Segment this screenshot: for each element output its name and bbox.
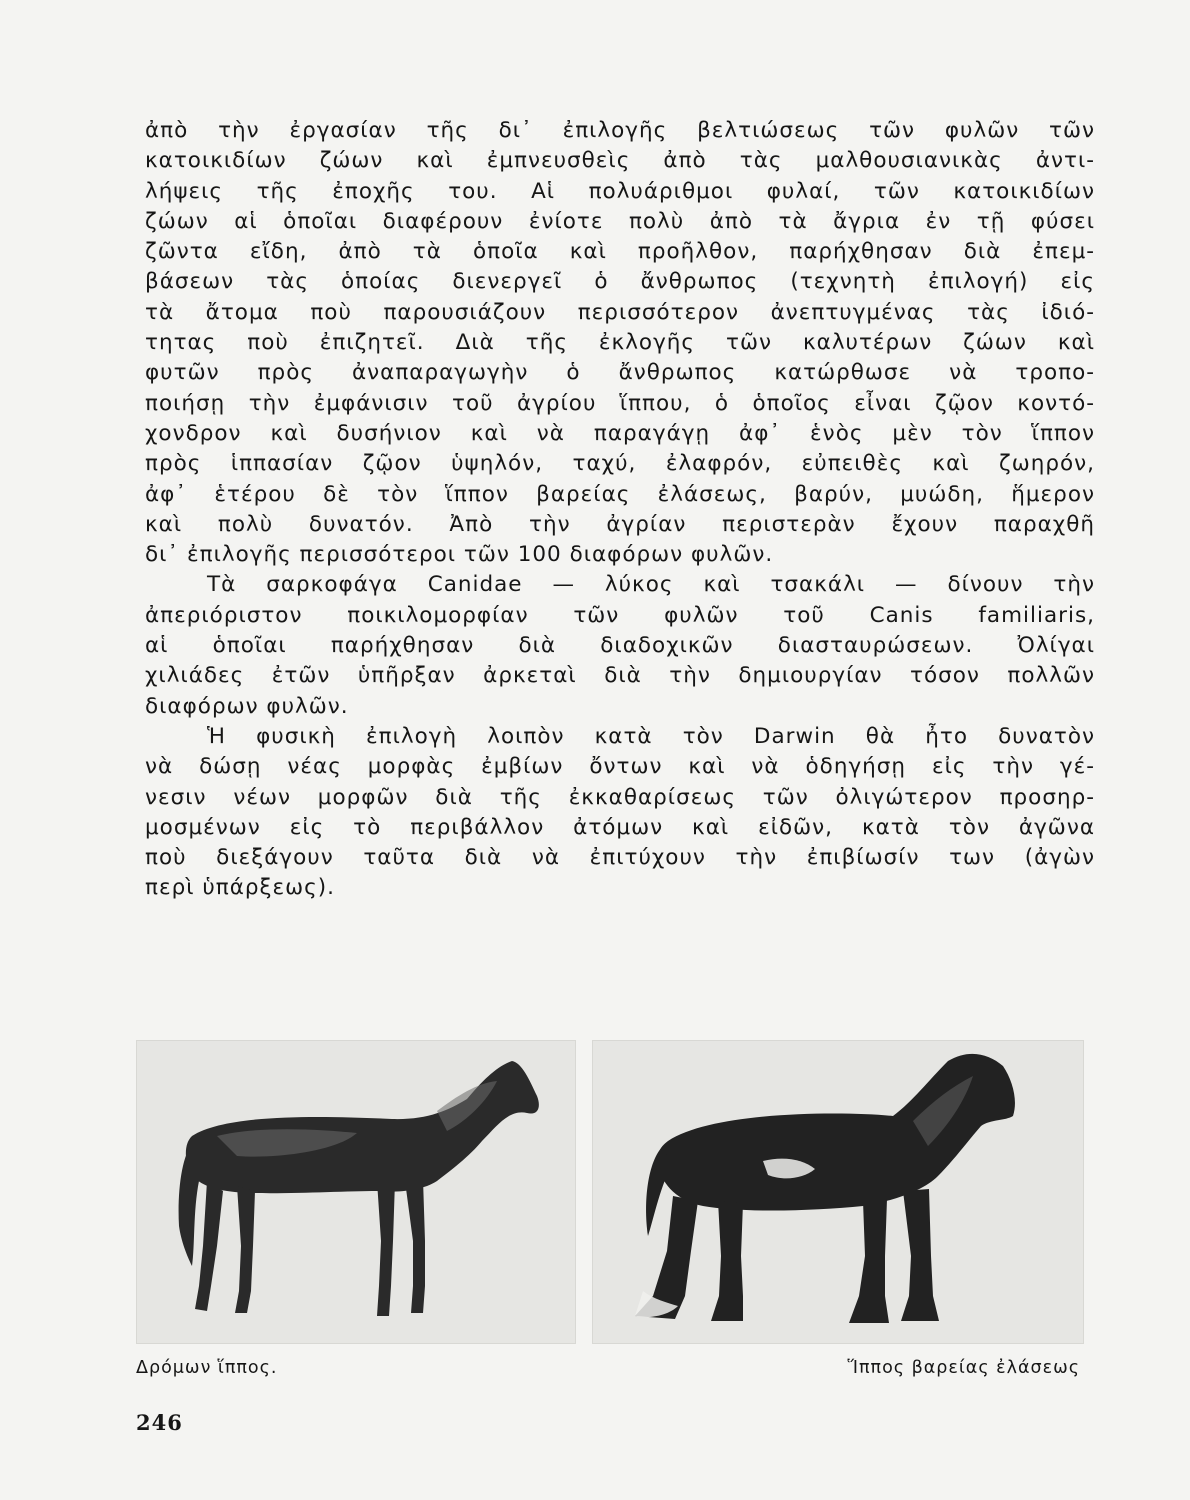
text-line: τὰ ἄτομα ποὺ παρουσιάζουν περισσότερον ἀνεπτυγμένας τὰς ἰδιό-	[145, 299, 1095, 325]
draft-horse-illustration	[593, 1041, 1083, 1343]
text-line: κατοικιδίων ζώων καὶ ἐμπνευσθεὶς ἀπὸ τὰς μαλθουσιανικὰς ἀντι-	[145, 148, 1095, 174]
racing-horse-illustration	[137, 1041, 575, 1343]
page-number: 246	[136, 1410, 183, 1435]
draft-horse-photo	[592, 1040, 1084, 1344]
text-line: πρὸς ἱππασίαν ζῷον ὑψηλόν, ταχύ, ἐλαφρόν, εὐπειθὲς καὶ ζωηρόν,	[145, 451, 1095, 477]
text-line: βάσεων τὰς ὁποίας διενεργεῖ ὁ ἄνθρωπος (τεχνητὴ ἐπιλογή) εἰς	[145, 269, 1095, 295]
racing-horse-photo	[136, 1040, 576, 1344]
paragraph-3	[145, 722, 1095, 904]
paragraph-2	[145, 570, 1095, 721]
text-line: λήψεις τῆς ἐποχῆς του. Αἱ πολυάριθμοι φυλαί, τῶν κατοικιδίων	[145, 178, 1095, 204]
text-line: χονδρον καὶ δυσήνιον καὶ νὰ παραγάγῃ ἀφ᾽ ἑνὸς μὲν τὸν ἵππον	[145, 420, 1095, 446]
text-line: ἀπὸ τὴν ἐργασίαν τῆς δι᾽ ἐπιλογῆς βελτιώσεως τῶν φυλῶν τῶν	[145, 118, 1095, 143]
paragraph-1	[145, 116, 1095, 570]
text-line: ἀπεριόριστον ποικιλομορφίαν τῶν φυλῶν τοῦ Canis familiaris,	[145, 602, 1095, 628]
text-line: περὶ ὑπάρξεως).	[145, 875, 335, 901]
text-line: ἀφ᾽ ἑτέρου δὲ τὸν ἵππον βαρείας ἐλάσεως, βαρύν, μυώδη, ἥμερον	[145, 481, 1095, 507]
text-line: αἱ ὁποῖαι παρήχθησαν διὰ διαδοχικῶν διασταυρώσεων. Ὀλίγαι	[145, 633, 1095, 659]
text-line: διαφόρων φυλῶν.	[145, 693, 349, 719]
text-line: Τὰ σαρκοφάγα Canidae — λύκος καὶ τσακάλι — δίνουν τὴν	[207, 572, 1095, 598]
text-line: χιλιάδες ἐτῶν ὑπῆρξαν ἀρκεταὶ διὰ τὴν δημιουργίαν τόσον πολλῶν	[145, 663, 1095, 689]
text-line: Ἡ φυσικὴ ἐπιλογὴ λοιπὸν κατὰ τὸν Darwin θὰ ἦτο δυνατὸν	[207, 723, 1095, 749]
text-line: τητας ποὺ ἐπιζητεῖ. Διὰ τῆς ἐκλογῆς τῶν καλυτέρων ζώων καὶ	[145, 330, 1095, 356]
figure-caption-draft-horse: Ἵππος βαρείας ἐλάσεως	[847, 1358, 1080, 1378]
text-line: ζῶντα εἴδη, ἀπὸ τὰ ὁποῖα καὶ προῆλθον, παρήχθησαν διὰ ἐπεμ-	[145, 239, 1095, 265]
text-line: μοσμένων εἰς τὸ περιβάλλον ἀτόμων καὶ εἰδῶν, κατὰ τὸν ἀγῶνα	[145, 814, 1095, 840]
text-line: καὶ πολὺ δυνατόν. Ἀπὸ τὴν ἀγρίαν περιστερὰν ἔχουν παραχθῆ	[145, 511, 1095, 537]
text-line: νὰ δώσῃ νέας μορφὰς ἐμβίων ὄντων καὶ νὰ ὁδηγήσῃ εἰς τὴν γέ-	[145, 754, 1095, 780]
text-line: ποιήσῃ τὴν ἐμφάνισιν τοῦ ἀγρίου ἵππου, ὁ ὁποῖος εἶναι ζῷον κοντό-	[145, 390, 1095, 416]
figure-caption-racing-horse: Δρόμων ἵππος.	[136, 1358, 278, 1378]
text-line: φυτῶν πρὸς ἀναπαραγωγὴν ὁ ἄνθρωπος κατώρθωσε νὰ τροπο-	[145, 360, 1095, 386]
text-line: ζώων αἱ ὁποῖαι διαφέρουν ἐνίοτε πολὺ ἀπὸ τὰ ἄγρια ἐν τῇ φύσει	[145, 208, 1095, 234]
text-line: δι᾽ ἐπιλογῆς περισσότεροι τῶν 100 διαφόρων φυλῶν.	[145, 542, 774, 568]
body-text	[145, 116, 1095, 904]
text-line: ποὺ διεξάγουν ταῦτα διὰ νὰ ἐπιτύχουν τὴν ἐπιβίωσίν των (ἀγὼν	[145, 845, 1095, 871]
text-line: νεσιν νέων μορφῶν διὰ τῆς ἐκκαθαρίσεως τῶν ὀλιγώτερον προσηρ-	[145, 784, 1095, 810]
